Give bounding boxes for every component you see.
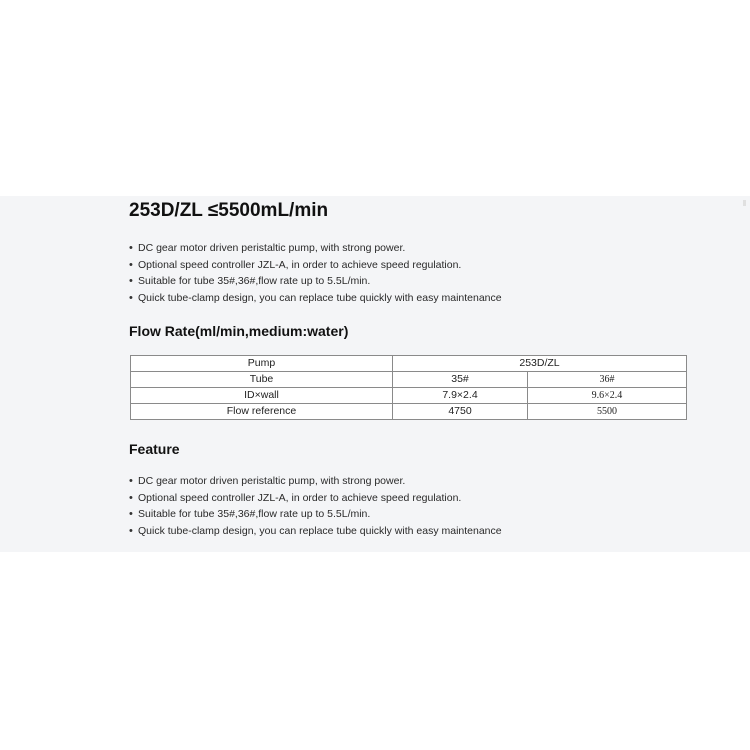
table-cell: 5500	[528, 404, 687, 420]
table-cell: 36#	[528, 372, 687, 388]
table-header-tube: Tube	[131, 372, 393, 388]
table-cell: 35#	[393, 372, 528, 388]
bullet-icon: •	[129, 258, 133, 271]
bullet-icon: •	[129, 525, 133, 538]
table-header-pump: Pump	[131, 356, 393, 372]
list-item: • Quick tube-clamp design, you can replace tube quickly with easy maintenance	[129, 290, 502, 307]
feature-heading: Feature	[129, 441, 180, 457]
table-cell: 7.9×2.4	[393, 388, 528, 404]
table-cell: 9.6×2.4	[528, 388, 687, 404]
bullet-icon: •	[129, 242, 133, 254]
feature-bullet-list	[129, 473, 502, 540]
table-row	[131, 372, 687, 388]
bullet-icon: •	[129, 508, 133, 521]
bullet-icon: •	[129, 275, 133, 288]
corner-mark	[743, 200, 746, 206]
list-item: • Optional speed controller JZL-A, in order to achieve speed regulation.	[129, 490, 502, 507]
list-item: • Optional speed controller JZL-A, in order to achieve speed regulation.	[129, 257, 502, 274]
table-pump-value: 253D/ZL	[393, 356, 687, 372]
bullet-icon: •	[129, 491, 133, 504]
list-item: • DC gear motor driven peristaltic pump, with strong power.	[129, 473, 502, 490]
table-header-flow: Flow reference	[131, 404, 393, 420]
flow-rate-table	[130, 355, 687, 420]
list-item: • Suitable for tube 35#,36#,flow rate up to 5.5L/min.	[129, 506, 502, 523]
product-title: 253D/ZL ≤5500mL/min	[129, 200, 329, 221]
table-header-idwall: ID×wall	[131, 388, 393, 404]
list-item: • DC gear motor driven peristaltic pump, with strong power.	[129, 240, 502, 257]
flow-rate-heading: Flow Rate(ml/min,medium:water)	[129, 323, 349, 339]
intro-bullet-list	[129, 240, 502, 307]
table-row	[131, 356, 687, 372]
table-cell: 4750	[393, 404, 528, 420]
table-row	[131, 404, 687, 420]
list-item: • Suitable for tube 35#,36#,flow rate up to 5.5L/min.	[129, 273, 502, 290]
bullet-icon: •	[129, 475, 133, 487]
list-item: • Quick tube-clamp design, you can replace tube quickly with easy maintenance	[129, 523, 502, 540]
bullet-icon: •	[129, 292, 133, 305]
table-row	[131, 388, 687, 404]
